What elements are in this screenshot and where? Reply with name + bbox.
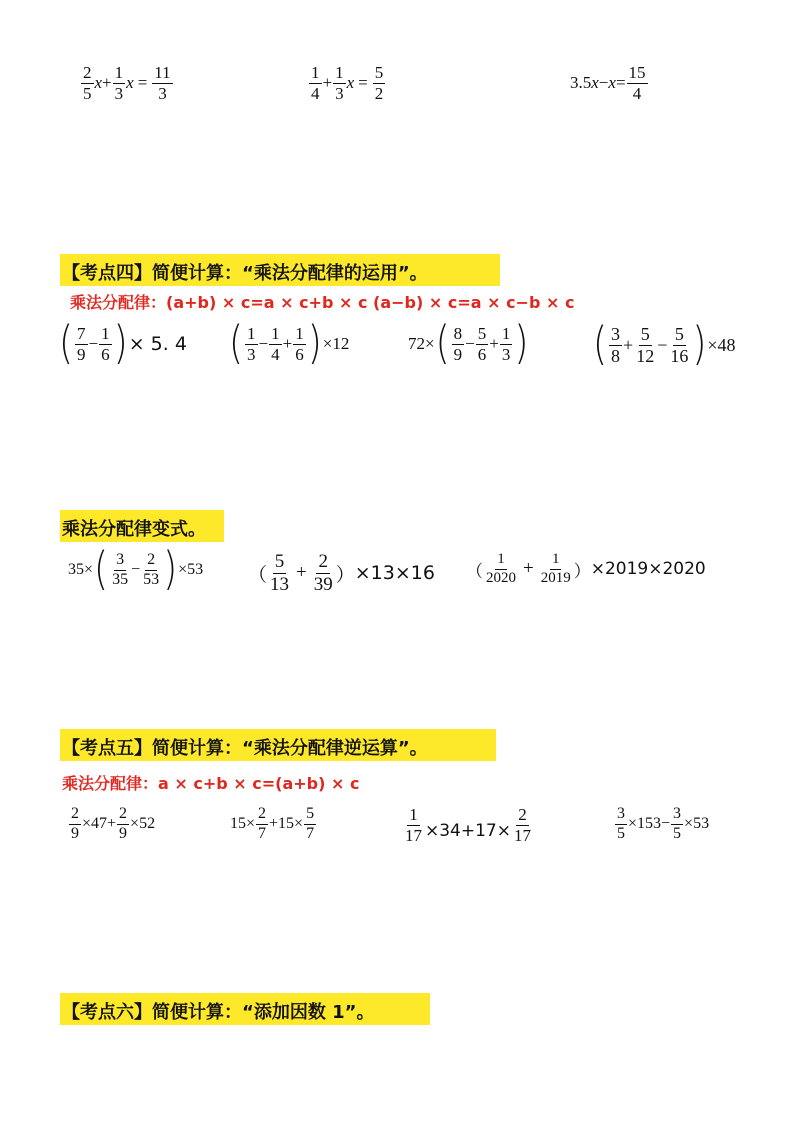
equation-1: $\frac{2}{5}$ x + $\frac{1}{3}$ x = $\frac{11}{3}$	[83, 63, 171, 103]
section-5-heading: 【考点五】简便计算：“乘法分配律逆运算”。	[62, 738, 428, 759]
fraction: $\frac{11}{3}$	[154, 63, 171, 103]
problem-4-4: ( $\frac{3}{8}$ + $\frac{5}{12}$ − $\frac{5}{16}$ ) ×48	[593, 319, 736, 371]
equation-3: 3.5 x − x = $\frac{15}{4}$	[570, 63, 646, 103]
section-4-heading: 【考点四】简便计算：“乘法分配律的运用”。	[62, 263, 428, 284]
fraction: $\frac{1}{3}$	[335, 63, 344, 103]
fraction: $\frac{1}{4}$	[311, 63, 320, 103]
problem-4-1: ( $\frac{7}{9}$ − $\frac{1}{6}$ ) × 5. 4	[59, 318, 187, 370]
fraction: $\frac{5}{2}$	[374, 63, 384, 103]
problem-5-4: $\frac{3}{5}$ ×153− $\frac{3}{5}$ ×53	[617, 805, 710, 842]
problem-5-3: $\frac{1}{17}$ ×34+17× $\frac{2}{17}$	[405, 805, 531, 845]
problem-5-2: 15× $\frac{2}{7}$ +15× $\frac{5}{7}$	[230, 805, 315, 842]
problem-4-2: ( $\frac{1}{3}$ − $\frac{1}{4}$ + $\frac{1}{6}$ ) ×12	[229, 318, 350, 370]
equation-2: $\frac{1}{4}$ + $\frac{1}{3}$ x = $\frac{5}{2}$	[311, 63, 384, 103]
section-6-heading: 【考点六】简便计算：“添加因数 1”。	[62, 1002, 375, 1023]
reverse-distributive-rule: 乘法分配律：a × c+b × c=(a+b) × c	[62, 774, 360, 793]
fraction: $\frac{2}{5}$	[83, 63, 92, 103]
problem-variant-1: 35× ( $\frac{3}{35}$ − $\frac{2}{53}$ ) ×53	[68, 544, 204, 596]
fraction: $\frac{1}{3}$	[114, 63, 124, 103]
problem-variant-3: （ $\frac{1}{2020}$ + $\frac{1}{2019}$ ） ×2019×2020	[466, 551, 706, 586]
problem-variant-2: （ $\frac{5}{13}$ + $\frac{2}{39}$ ） ×13×16	[248, 551, 435, 595]
fraction: $\frac{15}{4}$	[628, 63, 646, 103]
problem-5-1: $\frac{2}{9}$ ×47+ $\frac{2}{9}$ ×52	[71, 805, 156, 842]
variant-heading: 乘法分配律变式。	[62, 519, 206, 540]
distributive-law-rule: 乘法分配律：(a+b) × c=a × c+b × c (a−b) × c=a × c−b × c	[70, 293, 575, 312]
problem-4-3: 72× ( $\frac{8}{9}$ − $\frac{5}{6}$ + $\frac{1}{3}$ )	[408, 318, 529, 370]
